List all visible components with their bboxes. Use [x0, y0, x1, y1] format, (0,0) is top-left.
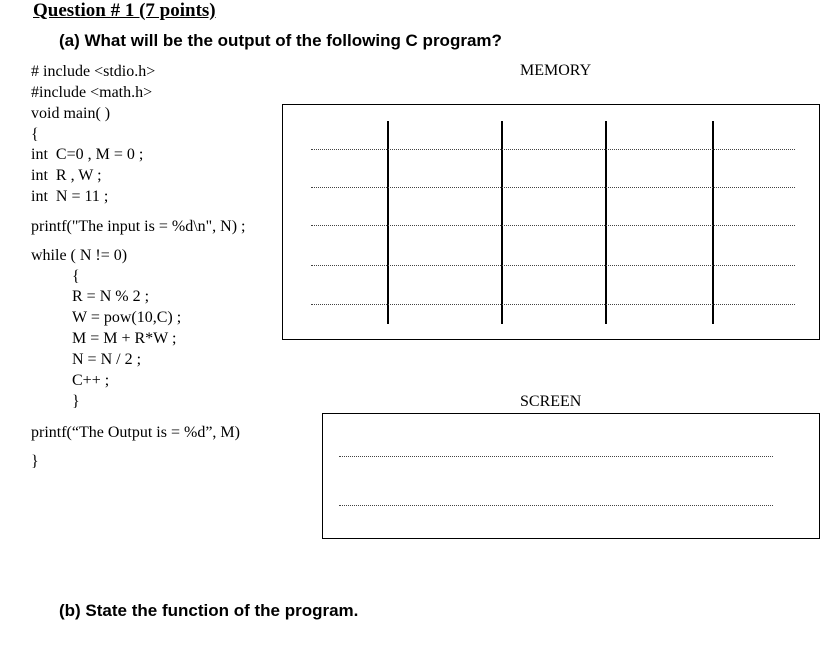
part-b-prompt: (b) State the function of the program.	[59, 601, 359, 620]
memory-row-line	[311, 225, 795, 226]
question-heading: Question # 1 (7 points)	[33, 0, 216, 21]
screen-output-line	[339, 505, 773, 506]
code-line: while ( N != 0)	[31, 247, 128, 264]
memory-row-line	[311, 304, 795, 305]
memory-row-line	[311, 149, 795, 150]
code-line: int N = 11 ;	[31, 188, 109, 205]
memory-row-line	[311, 187, 795, 188]
code-line: printf(“The Output is = %d”, M)	[31, 424, 240, 441]
screen-output-line	[339, 456, 773, 457]
code-line: M = M + R*W ;	[72, 330, 177, 347]
code-line: # include <stdio.h>	[31, 63, 156, 80]
code-line: R = N % 2 ;	[72, 288, 150, 305]
memory-column-divider	[501, 121, 503, 324]
memory-column-divider	[712, 121, 714, 324]
memory-box[interactable]	[282, 104, 820, 340]
code-line: int C=0 , M = 0 ;	[31, 146, 144, 163]
code-line: {	[72, 268, 80, 285]
screen-box[interactable]	[322, 413, 820, 539]
code-line: int R , W ;	[31, 167, 102, 184]
code-line: }	[72, 393, 80, 410]
code-line: #include <math.h>	[31, 84, 153, 101]
screen-label: SCREEN	[520, 393, 582, 410]
code-line: printf("The input is = %d\n", N) ;	[31, 218, 246, 235]
code-line: W = pow(10,C) ;	[72, 309, 182, 326]
code-line: }	[31, 453, 39, 470]
code-line: {	[31, 126, 39, 143]
memory-label: MEMORY	[520, 62, 592, 79]
memory-row-line	[311, 265, 795, 266]
code-line: void main( )	[31, 105, 111, 122]
part-a-prompt: (a) What will be the output of the following C program?	[59, 31, 502, 50]
code-line: C++ ;	[72, 372, 110, 389]
memory-column-divider	[605, 121, 607, 324]
code-line: N = N / 2 ;	[72, 351, 142, 368]
memory-column-divider	[387, 121, 389, 324]
